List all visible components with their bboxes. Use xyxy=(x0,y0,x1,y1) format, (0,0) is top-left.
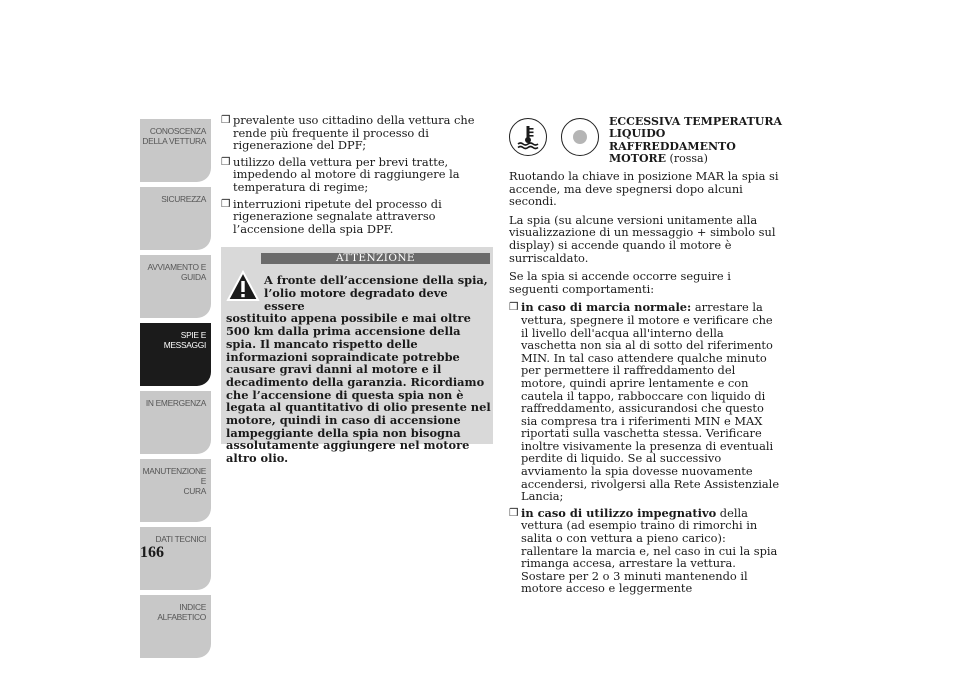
checkbox-bullet-icon: ❒ xyxy=(509,301,519,314)
list-item: ❒ interruzioni ripetute del processo di rigenerazione segnalate attraverso l’accensione della spia DPF. xyxy=(221,196,442,236)
list-item: ❒ in caso di utilizzo impegnativo della vettura (ad esempio traino di rimorchi in salita o con vettura a pieno carico): rallentare la marcia e, nel caso in cui la spia rimanga accesa, arrestare la vettura. Sostare per 2 o 3 minuti mantenendo il motore acceso e leggermente xyxy=(509,505,778,596)
checkbox-bullet-icon: ❒ xyxy=(509,506,519,519)
paragraph: Ruotando la chiave in posizione MAR la spia si accende, ma deve spegnersi dopo alcuni secondi. xyxy=(509,169,779,209)
tab-avviamento-e-guida[interactable]: AVVIAMENTO E GUIDA xyxy=(140,255,211,318)
checkbox-bullet-icon: ❒ xyxy=(221,114,231,126)
section-title: ECCESSIVA TEMPERATURA LIQUIDO RAFFREDDAMENTO MOTORE (rossa) xyxy=(609,115,783,166)
checkbox-bullet-icon: ❒ xyxy=(221,155,231,168)
left-column xyxy=(221,113,493,466)
warning-box xyxy=(221,247,493,466)
checkbox-bullet-icon: ❒ xyxy=(221,197,231,210)
list-item: ❒ in caso di marcia normale: arrestare la vettura, spegnere il motore e verificare che il livello dell'acqua all'interno della vaschetta non sia al di sotto del riferimento MIN. In tal caso attendere qualche minuto per permettere il raffreddamento del motore, quindi aprire lentamente e con cautela il tappo, rabboccare con liquido di raffreddamento, assicurandosi che questo sia compresa tra i riferimenti MIN e MAX riportati sulla vaschetta stessa. Verificare inoltre visivamente la presenza di eventuali perdite di liquido. Se al successivo avviamento la spia dovesse nuovamente accendersi, rivolgersi alla Rete Assistenziale Lancia; xyxy=(509,300,780,504)
paragraph: La spia (su alcune versioni unitamente alla visualizzazione di un messaggio + simbolo sul display) si accende quando il motore è surriscaldato. xyxy=(509,212,776,265)
display-symbol-icon xyxy=(561,118,599,156)
paragraph: Se la spia si accende occorre seguire i seguenti comportamenti: xyxy=(509,269,731,296)
warning-text: A fronte dell’accensione della spia, l’olio motore degradato deve essere sostituito appena possibile e mai oltre 500 km dalla prima accensione della spia. Il mancato rispetto delle informazioni sopraindicate potrebbe causare gravi danni al motore e il decadimento della garanzia. Ricordiamo che l’accensione di questa spia non è legata al quantitativo di olio presente nel motore, quindi in caso di accensione lampeggiante della spia non bisogna assolutamente aggiungere nel motore altro olio. xyxy=(226,273,491,466)
warning-title: ATTENZIONE xyxy=(261,253,490,264)
tab-manutenzione-e-cura[interactable]: MANUTENZIONE E CURA xyxy=(140,459,211,522)
tab-indice-alfabetico[interactable]: INDICE ALFABETICO xyxy=(140,595,211,658)
list-item: ❒ utilizzo della vettura per brevi tratte, impedendo al motore di raggiungere la temperatura di regime; xyxy=(221,154,460,194)
coolant-temperature-icon xyxy=(509,118,547,156)
tab-conoscenza-della-vettura[interactable]: CONOSCENZA DELLA VETTURA xyxy=(140,119,211,182)
tab-dati-tecnici[interactable]: DATI TECNICI xyxy=(140,527,211,590)
tab-sicurezza[interactable]: SICUREZZA xyxy=(140,187,211,250)
list-item: ❒ prevalente uso cittadino della vettura che rende più frequente il processo di rigenerazione del DPF; xyxy=(221,113,475,153)
tab-in-emergenza[interactable]: IN EMERGENZA xyxy=(140,391,211,454)
tab-spie-e-messaggi[interactable]: SPIE E MESSAGGI xyxy=(140,323,211,386)
right-column xyxy=(509,116,781,599)
warning-lamps xyxy=(509,116,781,170)
chapter-tabs xyxy=(140,119,211,663)
page-number: 166 xyxy=(140,544,164,561)
